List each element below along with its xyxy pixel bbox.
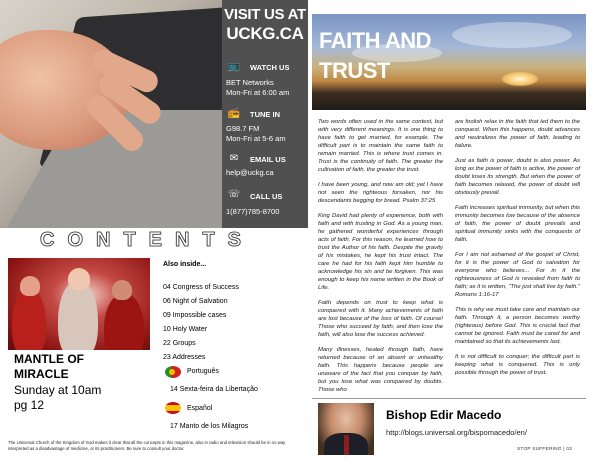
article-title-line1: FAITH AND <box>319 28 432 53</box>
visit-us-panel <box>222 0 308 228</box>
call-us-label: CALL US <box>250 192 283 201</box>
article-paragraph: For I am not ashamed of the gospel of Christ, for it is the power of God to salvation for everyone who believes... For in it the righteousness of God is revealed from faith to faith; as it is written, "The just shall live by faith." Romans 1:16-17 <box>455 252 580 298</box>
visit-us-website[interactable]: UCKG.CA <box>226 24 304 43</box>
toc-item[interactable]: 14 Sexta-feira da Libertação <box>170 386 258 393</box>
disclaimer: The Universal Church of the Kingdom of God makes it clear that all the concepts in this magazine, also in radio and television should be in no way interpreted as a disadvantage of medicine, or its practitioners. Be sure to consult your doctor. <box>8 440 286 451</box>
watch-us-time: Mon-Fri at 6:00 am <box>226 88 290 97</box>
article-paragraph: Faith increases spiritual immunity, but when this immunity becomes low because of the absence of faith, the power of doubt prevails and spiritual immunity sinks with the conquests of faith. <box>455 205 580 243</box>
tune-in-time: Mon-Fri at 5-6 am <box>226 134 286 143</box>
tv-icon: 📺 <box>227 61 241 72</box>
feature-time: Sunday at 10am <box>14 383 102 397</box>
laptop-typing-photo <box>0 0 222 228</box>
feature-page: pg 12 <box>14 398 45 412</box>
watch-us-label: WATCH US <box>250 63 290 72</box>
radio-icon: 📻 <box>227 108 241 119</box>
article-paragraph: Just as faith is power, doubt is also power. As long as the power of faith is active, the power of doubt loses its strength. But when the power of faith becomes relaxed, the power of doubt will obviously prevail. <box>455 158 580 196</box>
article-paragraph: Faith depends on trust to keep what is conquered with it. Many achievements of faith are lost because of the loss of faith. Of course! Those who succeed by faith, and then lose the faith, will also lose the success achieved. <box>318 300 443 338</box>
article-paragraph: Many illnesses, healed through faith, have returned because of an absent or unhealthy faith. This happens because people are unaware of the fact that you conquer by faith, but you lose what was conquered by doubts. Those who <box>318 347 443 393</box>
author-photo <box>318 403 374 455</box>
toc-item[interactable]: 22 Groups <box>163 340 196 347</box>
tune-in-label: TUNE IN <box>250 110 280 119</box>
language-spanish: Español <box>187 405 213 412</box>
article-paragraph: King David had plenty of experience, both with faith and with trusting in God. As a young man, he gathered wonderful experiences through acts of faith. For this reason, he learned how to trust the Author of his faith. Despite the gravity of his mistakes, he kept his trust intact. The care he had for his faith kept him humble to acknowledge his sin and be forgiven. This was enough to keep his name written in the Book of Life. <box>318 213 443 291</box>
article-column-2 <box>455 118 580 384</box>
visit-us-heading: VISIT US AT <box>224 6 306 23</box>
toc-item[interactable]: 23 Addresses <box>163 354 206 361</box>
author-name: Bishop Edir Macedo <box>386 408 502 422</box>
watch-us-network: BET Networks <box>226 78 274 87</box>
toc-item[interactable]: 17 Manto de los Milagros <box>170 423 249 430</box>
email-address[interactable]: help@uckg.ca <box>226 168 274 177</box>
spain-flag-icon <box>165 402 181 414</box>
toc-item[interactable]: 06 Night of Salvation <box>163 298 228 305</box>
email-us-label: EMAIL US <box>250 155 286 164</box>
article-paragraph: I have been young, and now am old; yet I have not seen the righteous forsaken, nor his descendants begging for bread. Psalm 37:25 <box>318 182 443 204</box>
page-footer: STOP SUFFERING | 03 <box>517 447 572 452</box>
mail-icon: ✉ <box>229 153 239 164</box>
article-title <box>319 26 469 86</box>
phone-number[interactable]: 1(877)785-8700 <box>226 207 280 216</box>
article-paragraph: It is not difficult to conquer; the difficult part is keeping what is conquered. This is only possible through the power of trust. <box>455 354 580 376</box>
feature-title-line2: MIRACLE <box>14 367 69 381</box>
article-paragraph: are foolish relax in the faith that led them to the conquest. When this happens, doubt advances and neutralizes the power of faith, leading to failure. <box>455 119 580 149</box>
article-column-1 <box>318 118 443 401</box>
phone-icon: ☏ <box>227 189 241 200</box>
article-title-line2: TRUST <box>319 58 390 83</box>
article-paragraph: This is why we must take care and maintain our faith. Through it, a person becomes worthy (righteous) before God. This is crucial fact that cannot be ignored. Faith must be cared for and maintained so that its achievements last. <box>455 307 580 345</box>
contents-heading: CONTENTS <box>40 229 254 251</box>
language-portuguese: Português <box>187 368 219 375</box>
also-inside-heading: Also inside... <box>163 261 207 268</box>
feature-title-line1: MANTLE OF <box>14 352 84 366</box>
article-paragraph: Two words often used in the same context, but with very different meanings. It is one thing to have faith to get married, for example. The difficult part is to maintain the same faith to remain married. This is where trust comes in. Trust is the continuity of faith. The greater the cultivation of faith, the greater the trust. <box>318 119 443 173</box>
toc-item[interactable]: 09 Impossible cases <box>163 312 227 319</box>
mantle-of-miracle-photo <box>8 258 150 350</box>
feature-title <box>14 352 154 382</box>
portugal-flag-icon <box>165 366 181 378</box>
toc-item[interactable]: 04 Congress of Success <box>163 284 239 291</box>
toc-item[interactable]: 10 Holy Water <box>163 326 208 333</box>
tune-in-station: G98.7 FM <box>226 124 260 133</box>
author-blog-link[interactable]: http://blogs.universal.org/bispomacedo/en/ <box>386 428 527 437</box>
author-divider <box>312 398 586 399</box>
